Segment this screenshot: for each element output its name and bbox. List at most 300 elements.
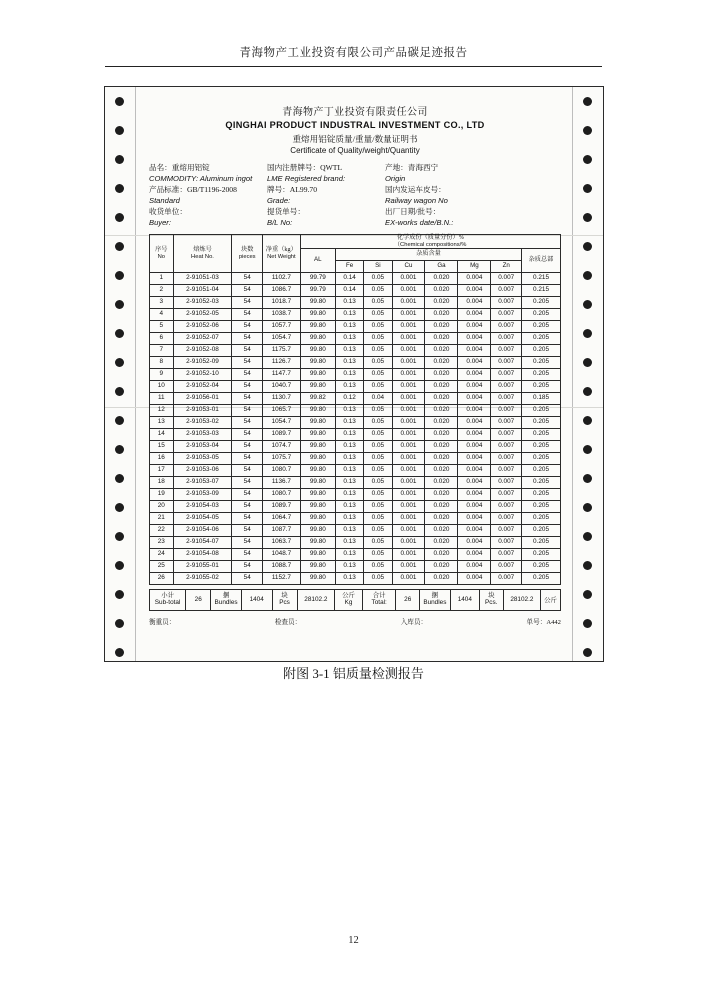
table-header-row-1 <box>150 235 561 249</box>
meta-column-right <box>385 162 535 228</box>
sprocket-hole <box>583 619 592 628</box>
table-cell: 99.80 <box>300 356 335 368</box>
table-cell: 0.004 <box>458 524 491 536</box>
table-cell: 0.05 <box>364 332 392 344</box>
table-cell: 0.13 <box>336 344 364 356</box>
table-cell: 6 <box>150 332 174 344</box>
table-cell: 0.13 <box>336 512 364 524</box>
sprocket-hole <box>115 619 124 628</box>
table-cell: 54 <box>232 356 263 368</box>
col-fe: Fe <box>336 260 364 272</box>
table-row <box>150 536 561 548</box>
table-cell: 0.05 <box>364 560 392 572</box>
table-cell: 0.007 <box>491 476 522 488</box>
table-cell: 0.020 <box>425 524 458 536</box>
sprocket-hole <box>115 561 124 570</box>
sprocket-strip-left <box>107 87 133 661</box>
meta-column-left <box>149 162 267 228</box>
table-cell: 2-91053-05 <box>173 452 232 464</box>
table-row <box>150 488 561 500</box>
table-cell: 0.001 <box>392 428 425 440</box>
table-cell: 0.004 <box>458 416 491 428</box>
table-cell: 0.05 <box>364 572 392 584</box>
table-cell: 0.004 <box>458 440 491 452</box>
table-cell: 0.007 <box>491 572 522 584</box>
scan-inner <box>105 87 603 661</box>
sprocket-hole <box>115 416 124 425</box>
table-cell: 0.05 <box>364 368 392 380</box>
table-cell: 0.04 <box>364 392 392 404</box>
table-cell: 1048.7 <box>263 548 301 560</box>
table-cell: 0.020 <box>425 488 458 500</box>
table-cell: 0.205 <box>522 332 561 344</box>
table-cell: 0.020 <box>425 368 458 380</box>
col-ga: Ga <box>425 260 458 272</box>
table-row <box>150 404 561 416</box>
table-cell: 99.80 <box>300 536 335 548</box>
total-pcs-value: 1404 <box>451 590 480 610</box>
table-cell: 0.020 <box>425 560 458 572</box>
table-cell: 1018.7 <box>263 296 301 308</box>
table-cell: 1130.7 <box>263 392 301 404</box>
table-cell: 0.007 <box>491 512 522 524</box>
total-pcs-unit: 块 Pcs. <box>480 590 504 610</box>
sprocket-hole <box>583 358 592 367</box>
table-cell: 99.80 <box>300 548 335 560</box>
col-impurity-total: 杂质总部 <box>522 248 561 272</box>
sprocket-hole <box>115 97 124 106</box>
table-cell: 2-91052-08 <box>173 344 232 356</box>
table-cell: 0.001 <box>392 284 425 296</box>
table-cell: 0.020 <box>425 320 458 332</box>
table-cell: 0.001 <box>392 524 425 536</box>
figure-caption: 附图 3-1 铝质量检测报告 <box>283 666 424 681</box>
table-cell: 0.05 <box>364 548 392 560</box>
sprocket-hole <box>583 271 592 280</box>
table-row <box>150 392 561 404</box>
table-cell: 0.020 <box>425 392 458 404</box>
table-cell: 14 <box>150 428 174 440</box>
sprocket-hole <box>583 503 592 512</box>
table-cell: 0.13 <box>336 464 364 476</box>
meta-commodity-en: COMMODITY: Aluminum ingot <box>149 174 253 183</box>
sprocket-hole <box>115 126 124 135</box>
table-cell: 2-91053-06 <box>173 464 232 476</box>
running-header: 青海物产工业投资有限公司产品碳足迹报告 <box>239 47 468 59</box>
table-cell: 2-91055-02 <box>173 572 232 584</box>
table-cell: 0.007 <box>491 380 522 392</box>
table-cell: 0.001 <box>392 536 425 548</box>
table-cell: 0.205 <box>522 560 561 572</box>
sprocket-hole <box>583 532 592 541</box>
table-cell: 0.020 <box>425 416 458 428</box>
table-cell: 0.13 <box>336 536 364 548</box>
certificate-meta-block <box>149 162 561 228</box>
table-cell: 54 <box>232 524 263 536</box>
table-cell: 0.007 <box>491 488 522 500</box>
table-cell: 1065.7 <box>263 404 301 416</box>
table-cell: 2-91056-01 <box>173 392 232 404</box>
table-cell: 0.13 <box>336 524 364 536</box>
table-cell: 1 <box>150 272 174 284</box>
table-cell: 0.007 <box>491 500 522 512</box>
table-cell: 99.80 <box>300 440 335 452</box>
table-cell: 0.205 <box>522 548 561 560</box>
table-row <box>150 512 561 524</box>
feed-perforation-line-left <box>135 87 136 661</box>
inspector-label: 检查员： <box>274 618 302 626</box>
col-pieces: 块数 pieces <box>232 235 263 273</box>
meta-standard-en: Standard <box>149 196 180 205</box>
subtotal-row <box>149 589 561 611</box>
table-cell: 0.05 <box>364 428 392 440</box>
table-cell: 0.007 <box>491 284 522 296</box>
table-cell: 22 <box>150 524 174 536</box>
table-cell: 0.020 <box>425 332 458 344</box>
table-cell: 2-91052-03 <box>173 296 232 308</box>
table-cell: 0.13 <box>336 548 364 560</box>
table-cell: 0.007 <box>491 308 522 320</box>
table-cell: 0.020 <box>425 548 458 560</box>
table-cell: 54 <box>232 428 263 440</box>
sprocket-hole <box>583 387 592 396</box>
stacker-label: 入库员： <box>400 618 428 626</box>
table-cell: 99.80 <box>300 512 335 524</box>
sprocket-hole <box>583 416 592 425</box>
sprocket-hole <box>583 561 592 570</box>
table-cell: 0.13 <box>336 296 364 308</box>
table-row <box>150 572 561 584</box>
table-cell: 2-91055-01 <box>173 560 232 572</box>
table-cell: 0.05 <box>364 320 392 332</box>
table-cell: 2-91052-05 <box>173 308 232 320</box>
table-cell: 0.001 <box>392 464 425 476</box>
table-cell: 2-91052-06 <box>173 320 232 332</box>
table-cell: 0.007 <box>491 272 522 284</box>
table-cell: 2-91053-02 <box>173 416 232 428</box>
table-cell: 54 <box>232 500 263 512</box>
col-chemical-composition: 化学成份（质量分份）% （Chemical compositions/% <box>300 235 560 249</box>
table-cell: 0.020 <box>425 572 458 584</box>
table-cell: 0.004 <box>458 344 491 356</box>
sprocket-hole <box>583 329 592 338</box>
table-cell: 99.80 <box>300 560 335 572</box>
sprocket-hole <box>115 300 124 309</box>
table-cell: 0.001 <box>392 560 425 572</box>
table-cell: 0.004 <box>458 464 491 476</box>
col-heat-no: 熔炼号 Heat No. <box>173 235 232 273</box>
subtotal-weight-value: 28102.2 <box>298 590 336 610</box>
table-cell: 2-91054-08 <box>173 548 232 560</box>
total-weight-value: 28102.2 <box>504 590 542 610</box>
table-cell: 2-91053-07 <box>173 476 232 488</box>
signature-row <box>149 616 561 626</box>
sprocket-hole <box>115 329 124 338</box>
table-cell: 0.020 <box>425 344 458 356</box>
table-cell: 0.004 <box>458 536 491 548</box>
table-cell: 0.004 <box>458 308 491 320</box>
table-cell: 99.80 <box>300 416 335 428</box>
table-cell: 0.001 <box>392 440 425 452</box>
table-cell: 54 <box>232 380 263 392</box>
table-row <box>150 428 561 440</box>
table-cell: 0.13 <box>336 572 364 584</box>
table-cell: 99.80 <box>300 404 335 416</box>
table-cell: 19 <box>150 488 174 500</box>
table-cell: 12 <box>150 404 174 416</box>
table-cell: 0.205 <box>522 416 561 428</box>
certificate-title-en: Certificate of Quality/weight/Quantity <box>290 146 420 155</box>
table-cell: 0.13 <box>336 428 364 440</box>
table-cell: 0.007 <box>491 560 522 572</box>
table-body <box>150 272 561 584</box>
meta-grade-en: Grade: <box>267 196 291 205</box>
col-no: 序号 No <box>150 235 174 273</box>
table-cell: 0.007 <box>491 536 522 548</box>
table-cell: 0.020 <box>425 440 458 452</box>
certificate-form <box>149 103 561 626</box>
sprocket-strip-right <box>575 87 601 661</box>
table-cell: 54 <box>232 404 263 416</box>
table-row <box>150 440 561 452</box>
sprocket-hole <box>583 590 592 599</box>
table-cell: 2-91052-07 <box>173 332 232 344</box>
table-cell: 0.205 <box>522 464 561 476</box>
table-cell: 0.004 <box>458 404 491 416</box>
table-cell: 1038.7 <box>263 308 301 320</box>
table-cell: 0.004 <box>458 392 491 404</box>
table-cell: 54 <box>232 392 263 404</box>
table-cell: 1057.7 <box>263 320 301 332</box>
table-cell: 17 <box>150 464 174 476</box>
table-cell: 23 <box>150 536 174 548</box>
table-cell: 0.007 <box>491 548 522 560</box>
table-cell: 54 <box>232 332 263 344</box>
col-cu: Cu <box>392 260 425 272</box>
table-cell: 0.007 <box>491 356 522 368</box>
table-cell: 0.05 <box>364 464 392 476</box>
sprocket-hole <box>115 271 124 280</box>
table-row <box>150 332 561 344</box>
table-cell: 0.001 <box>392 368 425 380</box>
meta-origin-cn: 产地：青海西宁 <box>385 163 439 172</box>
table-cell: 0.13 <box>336 476 364 488</box>
meta-bl-en: B/L No: <box>267 218 293 227</box>
table-cell: 0.007 <box>491 368 522 380</box>
table-cell: 54 <box>232 320 263 332</box>
table-cell: 1040.7 <box>263 380 301 392</box>
table-cell: 0.004 <box>458 320 491 332</box>
table-cell: 1087.7 <box>263 524 301 536</box>
table-cell: 1086.7 <box>263 284 301 296</box>
table-cell: 0.007 <box>491 440 522 452</box>
page-number: 12 <box>348 935 359 946</box>
table-cell: 0.007 <box>491 452 522 464</box>
table-cell: 2-91053-01 <box>173 404 232 416</box>
table-cell: 0.05 <box>364 524 392 536</box>
table-cell: 0.205 <box>522 572 561 584</box>
table-cell: 0.001 <box>392 500 425 512</box>
table-cell: 0.05 <box>364 272 392 284</box>
meta-brand-cn: 国内注册牌号：QWTL <box>267 163 343 172</box>
sprocket-hole <box>583 242 592 251</box>
subtotal-bundles-value: 26 <box>186 590 211 610</box>
table-cell: 1080.7 <box>263 488 301 500</box>
table-cell: 0.004 <box>458 272 491 284</box>
table-row <box>150 272 561 284</box>
serial-label: 单号：A442 <box>526 618 561 626</box>
table-cell: 0.001 <box>392 452 425 464</box>
table-cell: 0.05 <box>364 500 392 512</box>
sprocket-hole <box>115 648 124 657</box>
table-row <box>150 284 561 296</box>
table-cell: 54 <box>232 512 263 524</box>
sprocket-hole <box>583 648 592 657</box>
table-cell: 0.13 <box>336 416 364 428</box>
table-cell: 54 <box>232 272 263 284</box>
table-row <box>150 320 561 332</box>
table-cell: 0.05 <box>364 476 392 488</box>
table-cell: 0.05 <box>364 308 392 320</box>
subtotal-weight-unit: 公斤 Kg <box>335 590 363 610</box>
table-cell: 0.020 <box>425 464 458 476</box>
table-cell: 0.020 <box>425 452 458 464</box>
table-cell: 0.004 <box>458 572 491 584</box>
table-row <box>150 380 561 392</box>
meta-origin-en: Origin <box>385 174 406 183</box>
table-cell: 0.13 <box>336 500 364 512</box>
col-mg: Mg <box>458 260 491 272</box>
table-cell: 54 <box>232 416 263 428</box>
sprocket-hole <box>583 97 592 106</box>
table-cell: 0.05 <box>364 452 392 464</box>
table-cell: 11 <box>150 392 174 404</box>
table-cell: 54 <box>232 308 263 320</box>
table-cell: 0.001 <box>392 320 425 332</box>
table-cell: 0.001 <box>392 416 425 428</box>
table-cell: 24 <box>150 548 174 560</box>
table-cell: 0.05 <box>364 416 392 428</box>
table-cell: 0.007 <box>491 416 522 428</box>
table-cell: 0.13 <box>336 332 364 344</box>
table-row <box>150 560 561 572</box>
table-row <box>150 464 561 476</box>
table-cell: 99.80 <box>300 524 335 536</box>
table-row <box>150 452 561 464</box>
table-cell: 99.80 <box>300 500 335 512</box>
table-cell: 1126.7 <box>263 356 301 368</box>
meta-commodity-cn: 品名：重熔用铝锭 <box>149 163 210 172</box>
table-cell: 0.020 <box>425 356 458 368</box>
table-cell: 0.007 <box>491 320 522 332</box>
sprocket-hole <box>583 300 592 309</box>
table-cell: 0.05 <box>364 356 392 368</box>
table-cell: 99.80 <box>300 296 335 308</box>
table-cell: 0.020 <box>425 272 458 284</box>
table-cell: 0.05 <box>364 380 392 392</box>
table-cell: 0.001 <box>392 476 425 488</box>
table-cell: 0.05 <box>364 284 392 296</box>
table-cell: 0.05 <box>364 488 392 500</box>
table-cell: 0.001 <box>392 488 425 500</box>
table-cell: 99.80 <box>300 368 335 380</box>
table-cell: 0.205 <box>522 452 561 464</box>
table-cell: 54 <box>232 572 263 584</box>
meta-exworks-en: EX-works date/B.N.: <box>385 218 454 227</box>
table-cell: 1063.7 <box>263 536 301 548</box>
table-cell: 2-91053-04 <box>173 440 232 452</box>
table-cell: 54 <box>232 440 263 452</box>
table-cell: 0.13 <box>336 356 364 368</box>
sprocket-hole <box>583 445 592 454</box>
col-al: AL <box>300 248 335 272</box>
sprocket-hole <box>115 213 124 222</box>
table-row <box>150 308 561 320</box>
table-cell: 99.80 <box>300 428 335 440</box>
table-cell: 0.007 <box>491 428 522 440</box>
table-cell: 0.004 <box>458 284 491 296</box>
sprocket-hole <box>115 387 124 396</box>
table-cell: 0.004 <box>458 548 491 560</box>
table-cell: 99.80 <box>300 488 335 500</box>
table-cell: 15 <box>150 440 174 452</box>
table-cell: 99.80 <box>300 332 335 344</box>
total-bundles-unit: 捆 Bundles <box>420 590 451 610</box>
table-cell: 0.05 <box>364 344 392 356</box>
table-cell: 0.215 <box>522 284 561 296</box>
table-cell: 0.205 <box>522 356 561 368</box>
table-cell: 0.007 <box>491 296 522 308</box>
table-row <box>150 524 561 536</box>
table-cell: 7 <box>150 344 174 356</box>
table-cell: 0.004 <box>458 452 491 464</box>
table-cell: 20 <box>150 500 174 512</box>
table-cell: 1089.7 <box>263 428 301 440</box>
table-cell: 0.13 <box>336 488 364 500</box>
table-cell: 0.020 <box>425 404 458 416</box>
sprocket-hole <box>115 590 124 599</box>
subtotal-pcs-unit: 块 Pcs <box>273 590 298 610</box>
table-cell: 0.004 <box>458 512 491 524</box>
table-cell: 18 <box>150 476 174 488</box>
table-cell: 54 <box>232 296 263 308</box>
company-name-en: QINGHAI PRODUCT INDUSTRAL INVESTMENT CO., LTD <box>225 120 485 130</box>
table-cell: 0.205 <box>522 536 561 548</box>
table-cell: 0.13 <box>336 308 364 320</box>
table-cell: 0.001 <box>392 572 425 584</box>
table-cell: 0.001 <box>392 404 425 416</box>
table-cell: 0.004 <box>458 428 491 440</box>
table-cell: 54 <box>232 548 263 560</box>
table-cell: 1152.7 <box>263 572 301 584</box>
col-si: Si <box>364 260 392 272</box>
total-label: 合计 Total: <box>363 590 396 610</box>
table-cell: 0.020 <box>425 428 458 440</box>
sprocket-hole <box>115 474 124 483</box>
table-cell: 1054.7 <box>263 416 301 428</box>
meta-bl-cn: 提货单号： <box>267 207 305 216</box>
table-row <box>150 416 561 428</box>
table-cell: 0.007 <box>491 392 522 404</box>
table-cell: 0.020 <box>425 536 458 548</box>
table-cell: 99.80 <box>300 476 335 488</box>
table-cell: 0.001 <box>392 308 425 320</box>
sprocket-hole <box>115 503 124 512</box>
table-cell: 0.020 <box>425 308 458 320</box>
meta-brand-en: LME Registered brand: <box>267 174 346 183</box>
table-row <box>150 356 561 368</box>
company-name-cn: 青海物产丁业投资有限责任公司 <box>282 107 428 118</box>
